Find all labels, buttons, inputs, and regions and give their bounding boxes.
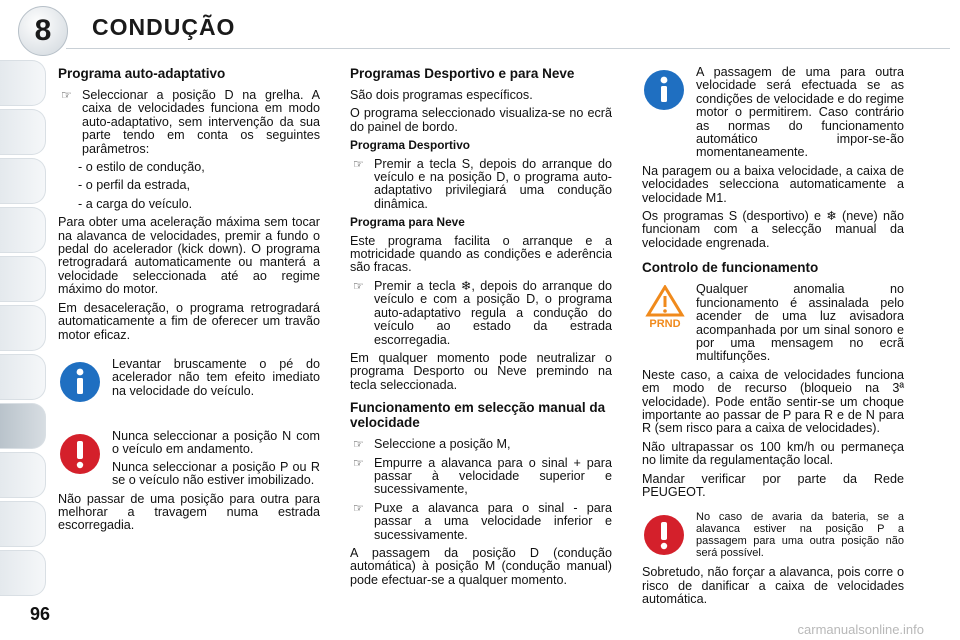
info-box xyxy=(642,66,904,160)
chapter-tab[interactable] xyxy=(0,354,46,400)
chapter-tab-active[interactable] xyxy=(0,403,46,449)
heading-sport-snow: Programas Desportivo e para Neve xyxy=(350,66,575,81)
paragraph: Não passar de uma posição para outra para melhorar a travagem numa estrada escorregadia. xyxy=(58,491,320,533)
heading-manual-selection: Funcionamento em selecção manual da velocidade xyxy=(350,400,606,431)
paragraph: Os programas S (desportivo) e ❄ (neve) não funcionam com a selecção manual da velocidade engrenada. xyxy=(642,209,904,250)
warning-box xyxy=(642,511,904,561)
bullet-text: Puxe a alavanca para o sinal - para passar a uma velocidade inferior e sucessivamente. xyxy=(374,500,612,542)
warning-text: Nunca seleccionar a posição P ou R se o veículo não estiver imobilizado. xyxy=(112,459,320,488)
bullet-item xyxy=(350,502,612,542)
prnd-warning-icon xyxy=(642,285,688,332)
header-divider xyxy=(66,48,950,49)
chapter-tab[interactable] xyxy=(0,305,46,351)
chapter-tab[interactable] xyxy=(0,60,46,106)
bullet-text: Premir a tecla S, depois do arranque do veículo e na posição D, o programa auto-adaptativo privilegiará uma condução dinâmica. xyxy=(374,156,612,211)
paragraph: Em desaceleração, o programa retrogradará automaticamente a fim de oferecer um travão motor eficaz. xyxy=(58,300,320,342)
hand-pointer-icon: ☞ xyxy=(353,455,364,470)
paragraph: Para obter uma aceleração máxima sem tocar na alavanca de velocidades, premir a fundo o pedal do acelerador (kick down). O programa retrogradará automaticamente ou manterá a velocidade seleccionada até ao regime máximo do motor. xyxy=(58,215,320,297)
chapter-tab[interactable] xyxy=(0,207,46,253)
column-middle xyxy=(350,66,612,592)
chapter-tab[interactable] xyxy=(0,550,46,596)
info-box xyxy=(58,358,320,408)
paragraph: Em qualquer momento pode neutralizar o programa Desporto ou Neve premindo na tecla seleccionada. xyxy=(350,350,612,392)
warning-icon xyxy=(642,513,686,560)
info-text: Levantar bruscamente o pé do acelerador não tem efeito imediato na velocidade do veículo. xyxy=(112,356,320,398)
warning-icon xyxy=(58,432,102,479)
bullet-text: Premir a tecla ❄, depois do arranque do veículo e com a posição D, o programa auto-adaptativo regula a condução do veículo ao estado da estrada escorregadia. xyxy=(374,278,612,347)
chapter-tab[interactable] xyxy=(0,256,46,302)
dash-item: - a carga do veículo. xyxy=(78,196,193,211)
info-icon xyxy=(642,68,686,115)
paragraph: Qualquer anomalia no funcionamento é assinalada pelo acender de uma luz avisadora acompanhada por um sinal sonoro e por uma mensagem no ecrã multifunções. xyxy=(696,282,904,364)
bullet-item xyxy=(350,280,612,347)
heading-control: Controlo de funcionamento xyxy=(642,260,819,276)
subheading-snow: Programa para Neve xyxy=(350,215,465,230)
paragraph: O programa seleccionado visualiza-se no ecrã do painel de bordo. xyxy=(350,106,612,134)
heading-auto-adaptive: Programa auto-adaptativo xyxy=(58,66,226,81)
hand-pointer-icon: ☞ xyxy=(353,500,364,515)
warning-text: No caso de avaria da bateria, se a alavanca estiver na posição P a passagem para uma outra posição não será possível. xyxy=(696,511,904,560)
paragraph: São dois programas específicos. xyxy=(350,88,533,102)
bullet-item xyxy=(58,89,320,156)
bullet-item xyxy=(350,438,612,451)
svg-text:PRND: PRND xyxy=(649,318,681,330)
chapter-tab[interactable] xyxy=(0,501,46,547)
page-number: 96 xyxy=(30,604,51,624)
bullet-text: Seleccione a posição M, xyxy=(374,437,511,452)
paragraph: Neste caso, a caixa de velocidades funciona em modo de recurso (bloqueio na 3ª velocidade). Pode então sentir-se um choque importante ao passar de P para R e de N para R (sem risco para a caixa de velocidades). xyxy=(642,367,904,436)
column-left xyxy=(58,66,320,538)
bullet-item xyxy=(350,158,612,212)
chapter-tabs xyxy=(0,60,46,599)
chapter-tab[interactable] xyxy=(0,452,46,498)
dash-item: - o estilo de condução, xyxy=(78,160,205,175)
bullet-text: Empurre a alavanca para o sinal + para passar à velocidade superior e sucessivamente, xyxy=(374,455,612,497)
paragraph: A passagem da posição D (condução automática) à posição M (condução manual) pode efectuar-se a qualquer momento. xyxy=(350,545,612,587)
hand-pointer-icon: ☞ xyxy=(353,278,364,293)
paragraph: Sobretudo, não forçar a alavanca, pois corre o risco de danificar a caixa de velocidades automática. xyxy=(642,565,904,607)
watermark: carmanualsonline.info xyxy=(797,622,924,637)
hand-pointer-icon: ☞ xyxy=(353,437,364,452)
paragraph: Na paragem ou a baixa velocidade, a caixa de velocidades selecciona automaticamente a velocidade M1. xyxy=(642,163,904,205)
paragraph: Não ultrapassar os 100 km/h ou permaneça no limite da regulamentação local. xyxy=(642,439,904,468)
paragraph: Mandar verificar por parte da Rede PEUGEOT. xyxy=(642,471,904,499)
chapter-title: CONDUÇÃO xyxy=(92,14,236,40)
prnd-warning-box xyxy=(642,283,904,363)
warning-box xyxy=(58,430,320,488)
hand-pointer-icon: ☞ xyxy=(61,88,72,102)
column-right xyxy=(642,66,904,612)
chapter-tab[interactable] xyxy=(0,109,46,155)
subheading-sport: Programa Desportivo xyxy=(350,138,470,153)
info-icon xyxy=(58,360,102,407)
dash-item: - o perfil da estrada, xyxy=(78,178,191,193)
bullet-item xyxy=(350,457,612,497)
paragraph: Este programa facilita o arranque e a motricidade quando as condições e aderência são fracas. xyxy=(350,233,612,275)
chapter-number: 8 xyxy=(18,6,68,56)
warning-text: Nunca seleccionar a posição N com o veículo em andamento. xyxy=(112,428,320,457)
bullet-text: Seleccionar a posição D na grelha. A caixa de velocidades funciona em modo auto-adaptativo, sem intervenção da sua parte tendo em conta os seguintes parâmetros: xyxy=(82,88,320,156)
hand-pointer-icon: ☞ xyxy=(353,156,364,171)
chapter-tab[interactable] xyxy=(0,158,46,204)
info-text: A passagem de uma para outra velocidade será efectuada se as condições de velocidade e do regime motor o permitirem. Caso contrário as normas do funcionamento automático impor-se-ão momentaneamente. xyxy=(696,65,904,160)
